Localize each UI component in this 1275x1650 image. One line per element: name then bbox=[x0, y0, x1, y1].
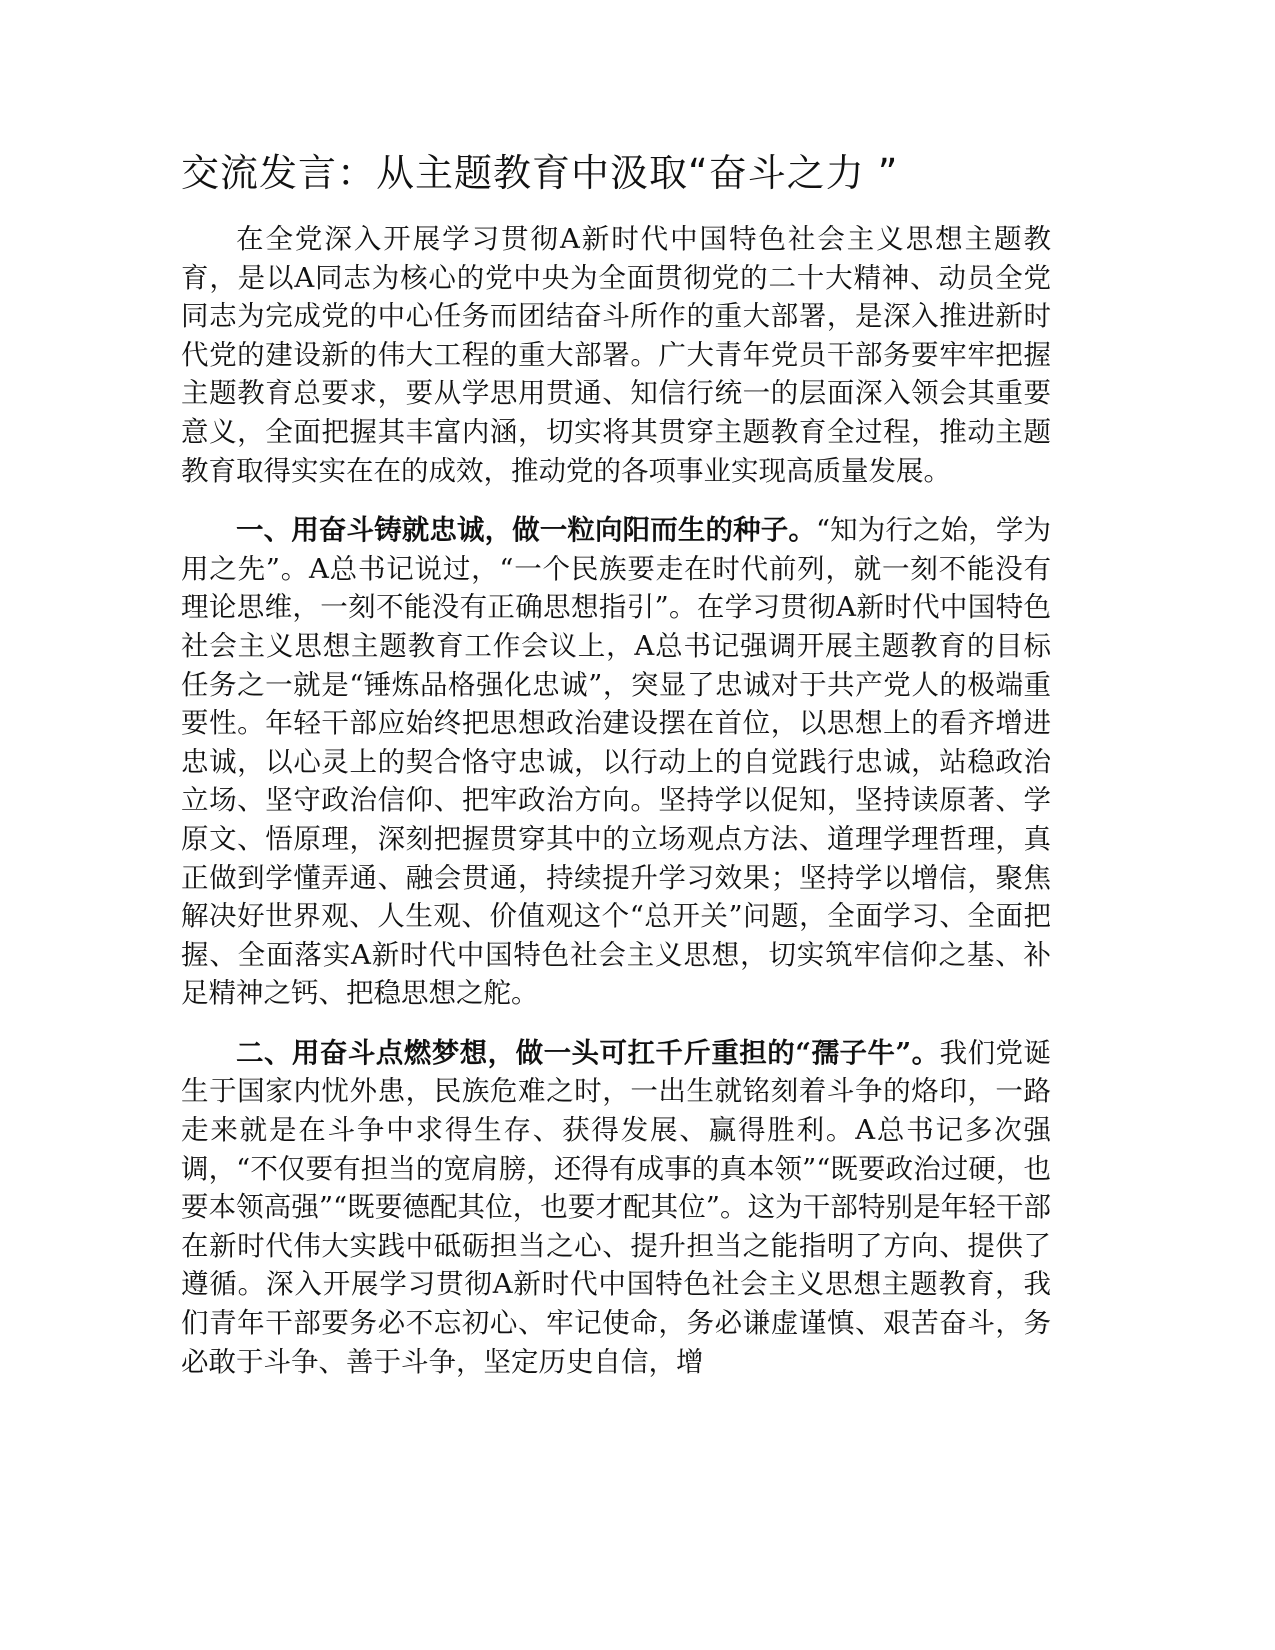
section-1-body: “知为行之始，学为用之先”。A总书记说过，“一个民族要走在时代前列，就一刻不能没有理论思维，一刻不能没有正确思想指引”。在学习贯彻A新时代中国特色社会主义思想主题教育工作会议上，A总书记强调开展主题教育的目标任务之一就是“锤炼品格强化忠诚”，突显了忠诚对于共产党人的极端重要性。年轻干部应始终把思想政治建设摆在首位，以思想上的看齐增进忠诚，以心灵上的契合恪守忠诚，以行动上的自觉践行忠诚，站稳政治立场、坚守政治信仰、把牢政治方向。坚持学以促知，坚持读原著、学原文、悟原理，深刻把握贯穿其中的立场观点方法、道理学理哲理，真正做到学懂弄通、融会贯通，持续提升学习效果；坚持学以增信，聚焦解决好世界观、人生观、价值观这个“总开关”问题，全面学习、全面把握、全面落实A新时代中国特色社会主义思想，切实筑牢信仰之基、补足精神之钙、把稳思想之舵。 bbox=[181, 514, 1052, 1010]
section-2-heading: 二、用奋斗点燃梦想，做一头可扛千斤重担的“孺子牛”。 bbox=[236, 1036, 940, 1069]
section-2-paragraph bbox=[181, 1034, 1051, 1381]
document-title: 交流发言：从主题教育中汲取“奋斗之力 ” bbox=[181, 151, 899, 195]
section-1-heading: 一、用奋斗铸就忠诚，做一粒向阳而生的种子。 bbox=[236, 514, 816, 547]
section-1-paragraph bbox=[181, 511, 1051, 1013]
intro-paragraph: 在全党深入开展学习贯彻A新时代中国特色社会主义思想主题教育，是以A同志为核心的党中央为全面贯彻党的二十大精神、动员全党同志为完成党的中心任务而团结奋斗所作的重大部署，是深入推进新时代党的建设新的伟大工程的重大部署。广大青年党员干部务要牢牢把握主题教育总要求，要从学思用贯通、知信行统一的层面深入领会其重要意义，全面把握其丰富内涵，切实将其贯穿主题教育全过程，推动主题教育取得实实在在的成效，推动党的各项事业实现高质量发展。 bbox=[181, 223, 1051, 487]
document-page bbox=[181, 148, 1051, 1381]
section-2-body: 我们党诞生于国家内忧外患，民族危难之时，一出生就铭刻着斗争的烙印，一路走来就是在斗争中求得生存、获得发展、赢得胜利。A总书记多次强调，“不仅要有担当的宽肩膀，还得有成事的真本领”“既要政治过硬，也要本领高强”“既要德配其位，也要才配其位”。这为干部特别是年轻干部在新时代伟大实践中砥砺担当之心、提升担当之能指明了方向、提供了遵循。深入开展学习贯彻A新时代中国特色社会主义思想主题教育，我们青年干部要务必不忘初心、牢记使命，务必谦虚谨慎、艰苦奋斗，务必敢于斗争、善于斗争，坚定历史自信，增 bbox=[181, 1036, 1052, 1378]
